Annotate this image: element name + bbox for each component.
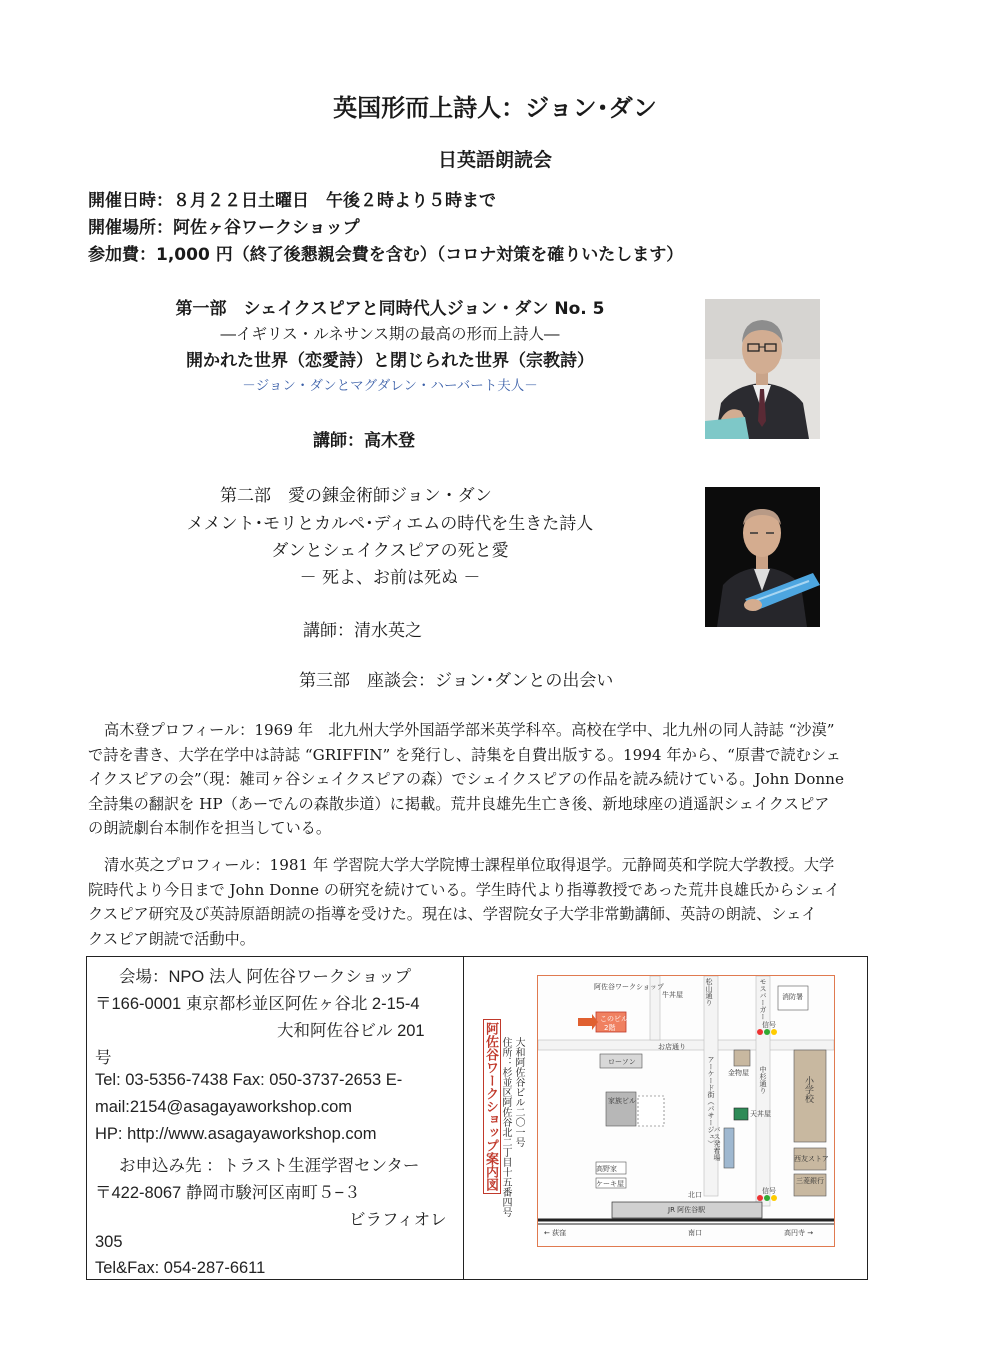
map-label-gyudon: 牛丼屋: [662, 991, 683, 999]
bio-shimizu-line: クスピア朗読で活動中。: [88, 929, 255, 948]
part3-heading: 第三部 座談会：ジョン･ダンとの出会い: [299, 671, 614, 691]
map-label-workshop: 阿佐谷ワークショップ: [594, 983, 664, 991]
bio-takagi-line: イクスピアの会”（現：雑司ヶ谷シェイクスピアの森）でシェイクスピアの作品を読み続けている。John Donne: [88, 770, 844, 788]
contact-tel-fax: Tel: 03-5356-7438 Fax: 050-3737-2653 E-: [95, 1071, 403, 1089]
contact-website[interactable]: HP: http://www.asagayaworkshop.com: [95, 1125, 377, 1143]
map-label-matsuyama: 松山通り: [705, 978, 713, 1006]
map: [479, 967, 859, 1267]
bio-shimizu-line: 清水英之プロフィール：1981 年 学習院大学大学院博士課程単位取得退学。元静岡英和学院大学教授。大学: [104, 856, 835, 874]
map-label-signal-bottom: 信号: [762, 1187, 776, 1195]
bio-takagi-line: で詩を書き、大学在学中は詩誌 “GRIFFIN” を発行し、詩集を自費出版する。1994 年から、“原書で読むシェ: [88, 745, 841, 764]
map-label-signal-top: 信号: [762, 1021, 776, 1029]
map-label-building-left: 家族ビル: [608, 1097, 636, 1105]
apply-heading: お申込み先 ：トラスト生涯学習センター: [119, 1157, 420, 1175]
contact-map-box: [86, 956, 868, 1280]
page-subtitle: 日英語朗読会: [437, 149, 552, 171]
map-vertical-building: 大和阿佐谷ビル二〇一号: [513, 1037, 524, 1147]
part2-line3: － 死よ、お前は死ぬ －: [299, 568, 481, 588]
bio-shimizu-line: 院時代より今日まで John Donne の研究を続けている。学生時代より指導教授であった荒井良雄氏からシェイ: [88, 880, 840, 899]
map-label-this-building: このビル: [600, 1015, 628, 1023]
map-label-mitsubishi: 三菱銀行: [796, 1177, 824, 1185]
contact-venue: 会場：NPO 法人 阿佐谷ワークショップ: [119, 968, 412, 986]
portrait-takagi-image: [705, 299, 820, 439]
map-label-mos: モスバーガー: [759, 978, 767, 1020]
lecturer-shimizu-photo: [705, 487, 820, 627]
map-label-kanamonoya: 金物屋: [728, 1069, 749, 1077]
map-label-bus: バス発着場: [713, 1126, 721, 1161]
event-venue: 開催場所：阿佐ヶ谷ワークショップ: [88, 218, 360, 238]
part1-heading: 第一部 シェイクスピアと同時代人ジョン・ダン No. 5: [175, 299, 605, 319]
part2-heading: 第二部 愛の錬金術師ジョン・ダン: [220, 486, 492, 506]
map-label-north-exit: 北口: [688, 1191, 702, 1199]
map-frame: [537, 975, 835, 1247]
bio-takagi-line: の朗読劇台本制作を担当している。: [88, 819, 331, 837]
map-vertical-address: 住所：杉並区阿佐谷北二丁目十五番四号: [500, 1037, 511, 1217]
apply-building: ビラフィオレ: [349, 1211, 447, 1229]
part2-lecturer: 講師：清水英之: [303, 621, 422, 641]
part1-blue-line: －ジョン・ダンとマグダレン・ハーバート夫人－: [242, 378, 538, 394]
map-label-koenji: 高円寺 →: [784, 1229, 814, 1237]
bio-shimizu: [88, 853, 868, 951]
map-label-shops: お店通り: [658, 1043, 686, 1051]
apply-tel-fax: Tel&Fax: 054-287-6611: [95, 1259, 266, 1277]
bio-takagi: [88, 718, 868, 841]
map-label-lawson: ローソン: [608, 1058, 636, 1066]
map-label-school: 小学校: [803, 1076, 813, 1103]
apply-room: 305: [95, 1233, 123, 1251]
part1-lecturer: 講師：高木登: [313, 431, 415, 451]
event-fee: 参加費：1,000 円（終了後懇親会費を含む）（コロナ対策を確りいたします）: [88, 245, 684, 265]
map-label-arcade: アーケード街（パサージュ）: [707, 1056, 715, 1147]
contact-postal: 〒166-0001 東京都杉並区阿佐ヶ谷北 2-15-4: [95, 995, 420, 1013]
map-label-tendon: 天丼屋: [750, 1110, 771, 1118]
part2-line2: ダンとシェイクスピアの死と愛: [271, 541, 509, 561]
map-label-nakasugi: 中杉通り: [759, 1066, 767, 1094]
contact-building: 大和阿佐谷ビル 201: [277, 1022, 425, 1040]
bio-takagi-line: 高木登プロフィール：1969 年 北九州大学外国語学部米英学科卒。高校在学中、北九州の同人詩誌 “沙漠”: [104, 721, 835, 739]
contact-room: 号: [95, 1049, 112, 1067]
box-divider: [463, 957, 464, 1279]
apply-postal: 〒422-8067 静岡市駿河区南町５−３: [95, 1184, 361, 1202]
map-label-floor: 2階: [604, 1024, 616, 1032]
map-label-seiyu: 西友ストア: [794, 1155, 829, 1163]
page-title: 英国形而上詩人：ジョン･ダン: [333, 94, 657, 122]
part2-line1: メメント･モリとカルペ･ディエムの時代を生きた詩人: [186, 514, 594, 534]
part1-subtitle: 開かれた世界（恋愛詩）と閉じられた世界（宗教詩）: [186, 351, 594, 371]
map-label-cake-shop: ケーキ屋: [596, 1180, 624, 1188]
portrait-shimizu-image: [705, 487, 820, 627]
map-label-south-exit: 南口: [688, 1229, 702, 1237]
contact-email[interactable]: mail:2154@asagayaworkshop.com: [95, 1098, 353, 1116]
part1-tagline: ―イギリス・ルネサンス期の最高の形而上詩人―: [220, 325, 560, 343]
event-datetime: 開催日時：８月２２日土曜日 午後２時より５時まで: [88, 191, 496, 211]
bio-shimizu-line: クスピア研究及び英詩原語朗読の指導を受けた。現在は、学習院女子大学非常勤講師、英詩の朗読、シェイ: [88, 905, 817, 923]
lecturer-takagi-photo: [705, 299, 820, 439]
map-label-takanoya: 高野家: [596, 1165, 617, 1173]
map-label-ogikubo: ← 荻窪: [544, 1229, 567, 1237]
map-vertical-title: 阿佐谷ワークショップ案内図: [483, 1019, 501, 1194]
map-label-fire-station: 消防署: [782, 993, 803, 1001]
bio-takagi-line: 全詩集の翻訳を HP（あーでんの森散歩道）に掲載。荒井良雄先生亡き後、新地球座の逍遥訳シェイクスピア: [88, 794, 830, 813]
map-label-station: JR 阿佐谷駅: [668, 1206, 706, 1214]
